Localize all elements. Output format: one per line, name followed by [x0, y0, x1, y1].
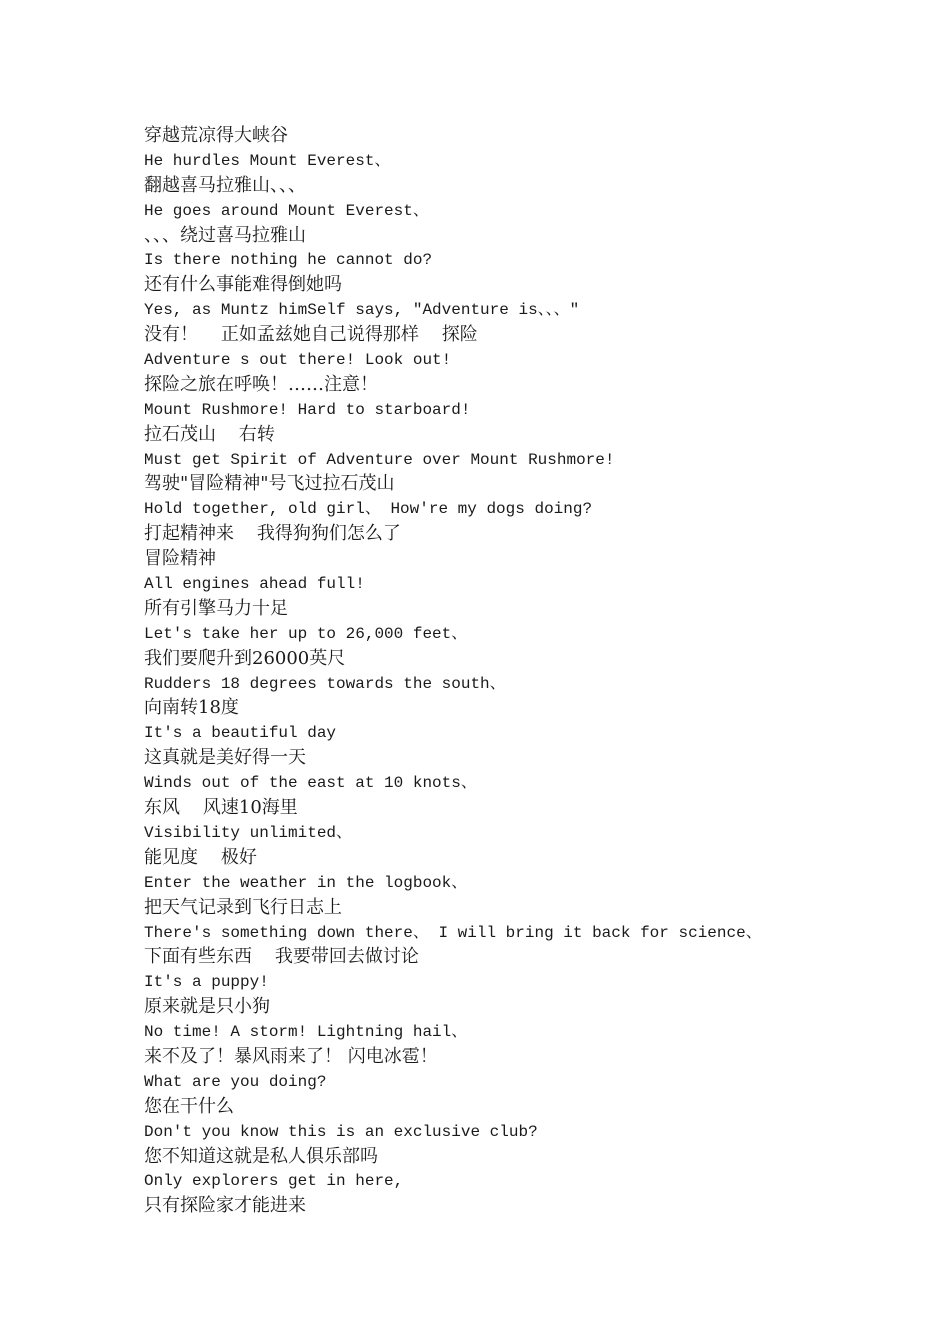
- chinese-subtitle-line: 所有引擎马力十足: [144, 597, 288, 619]
- chinese-subtitle-line: 打起精神来 我得狗狗们怎么了: [144, 523, 401, 545]
- english-subtitle-line: Visibility unlimited、: [144, 823, 353, 842]
- english-subtitle-line: There's something down there、 I will bring it back for science、: [144, 923, 762, 942]
- english-subtitle-line: What are you doing?: [144, 1072, 327, 1091]
- english-subtitle-line: Winds out of the east at 10 knots、: [144, 774, 477, 793]
- chinese-subtitle-line: 穿越荒凉得大峡谷: [144, 125, 288, 146]
- chinese-subtitle-line: 原来就是只小狗: [144, 996, 270, 1018]
- chinese-subtitle-line: 、、、绕过喜马拉雅山: [144, 224, 306, 246]
- chinese-subtitle-line: 探险之旅在呼唤！……注意！: [144, 373, 378, 395]
- document-body: [144, 124, 924, 1219]
- chinese-subtitle-line: 只有探险家才能进来: [144, 1195, 306, 1217]
- chinese-subtitle-line: 驾驶"冒险精神"号飞过拉石茂山: [144, 473, 395, 495]
- english-subtitle-line: It's a puppy!: [144, 973, 269, 992]
- english-subtitle-line: He hurdles Mount Everest、: [144, 151, 391, 170]
- chinese-subtitle-line: 下面有些东西 我要带回去做讨论: [144, 946, 419, 968]
- english-subtitle-line: Hold together, old girl、 How're my dogs doing?: [144, 500, 593, 519]
- english-subtitle-line: It's a beautiful day: [144, 724, 337, 743]
- chinese-subtitle-line: 冒险精神: [144, 548, 216, 570]
- chinese-subtitle-line: 您不知道这就是私人俱乐部吗: [144, 1145, 378, 1167]
- chinese-subtitle-line: 向南转18度: [144, 697, 239, 719]
- chinese-subtitle-line: 能见度 极好: [144, 846, 257, 868]
- chinese-subtitle-line: 没有！ 正如孟兹她自己说得那样 探险: [144, 324, 478, 346]
- english-subtitle-line: Mount Rushmore! Hard to starboard!: [144, 400, 471, 419]
- chinese-subtitle-line: 您在干什么: [144, 1095, 234, 1117]
- chinese-subtitle-line: 还有什么事能难得倒她吗: [144, 274, 342, 296]
- english-subtitle-line: Enter the weather in the logbook、: [144, 873, 468, 892]
- chinese-subtitle-line: 拉石茂山 右转: [144, 423, 275, 445]
- english-subtitle-line: Yes, as Muntz himSelf says, "Adventure is、、、": [144, 301, 580, 320]
- english-subtitle-line: All engines ahead full!: [144, 575, 365, 594]
- english-subtitle-line: Don't you know this is an exclusive club?: [144, 1122, 538, 1141]
- english-subtitle-line: He goes around Mount Everest、: [144, 201, 429, 220]
- english-subtitle-line: Let's take her up to 26,000 feet、: [144, 624, 468, 643]
- chinese-subtitle-line: 我们要爬升到26000英尺: [144, 647, 346, 669]
- english-subtitle-line: No time! A storm! Lightning hail、: [144, 1023, 468, 1042]
- english-subtitle-line: Is there nothing he cannot do?: [144, 251, 433, 270]
- chinese-subtitle-line: 来不及了！暴风雨来了！ 闪电冰雹！: [144, 1045, 438, 1067]
- chinese-subtitle-line: 这真就是美好得一天: [144, 747, 306, 769]
- chinese-subtitle-line: 把天气记录到飞行日志上: [144, 896, 342, 918]
- english-subtitle-line: Rudders 18 degrees towards the south、: [144, 674, 506, 693]
- english-subtitle-line: Must get Spirit of Adventure over Mount Rushmore!: [144, 450, 615, 469]
- chinese-subtitle-line: 东风 风速10海里: [144, 797, 298, 819]
- chinese-subtitle-line: 翻越喜马拉雅山、、、: [144, 174, 306, 196]
- english-subtitle-line: Adventure s out there! Look out!: [144, 351, 452, 370]
- english-subtitle-line: Only explorers get in here,: [144, 1172, 404, 1191]
